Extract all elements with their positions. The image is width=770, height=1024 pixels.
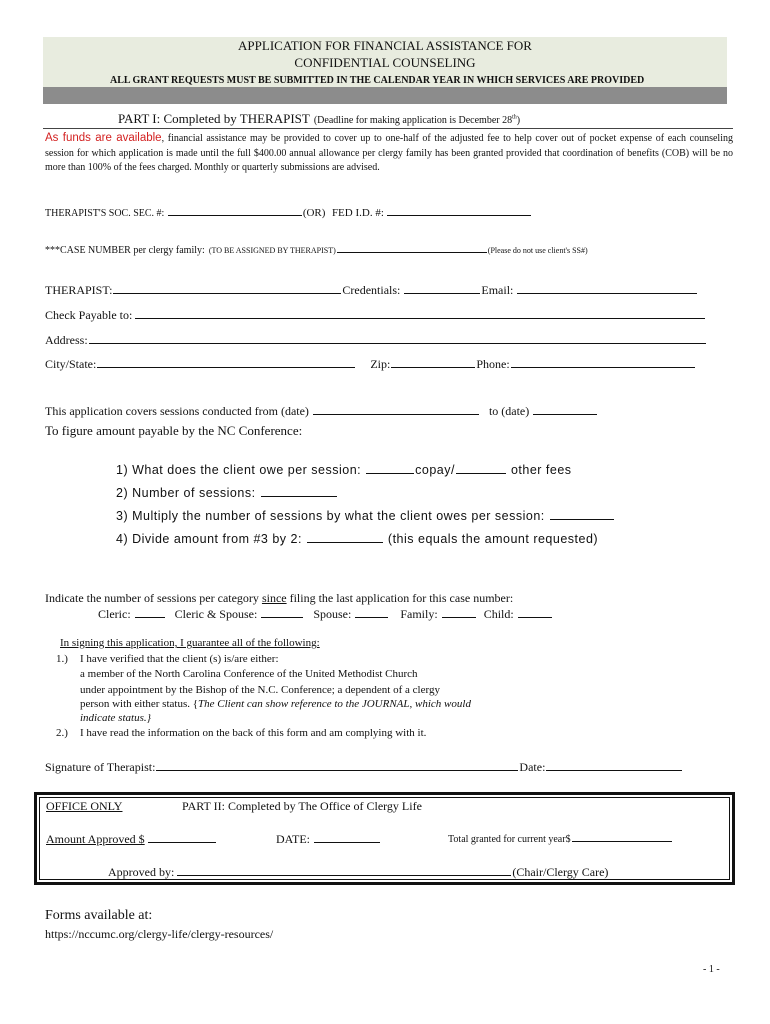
- office-only-label: OFFICE ONLY: [46, 799, 123, 813]
- total-granted-field[interactable]: [572, 840, 672, 842]
- guarantee-item-1-line3: under appointment by the Bishop of the N.C. Conference; a dependent of a clergy: [80, 684, 440, 696]
- approved-by-label: Approved by:: [108, 865, 175, 879]
- fedid-label: FED I.D. #:: [331, 207, 384, 219]
- total-owed-field[interactable]: [550, 518, 614, 520]
- submission-notice: ALL GRANT REQUESTS MUST BE SUBMITTED IN THE CALENDAR YEAR IN WHICH SERVICES ARE PROVIDED: [110, 75, 645, 86]
- part1-heading: PART I: Completed by THERAPIST: [118, 111, 310, 126]
- cleric-field[interactable]: [135, 616, 165, 618]
- category-intro: [45, 591, 513, 606]
- guarantee-heading: In signing this application, I guarantee all of the following:: [60, 637, 320, 649]
- case-number-row: [45, 240, 588, 258]
- forms-available-label: Forms available at:: [45, 908, 153, 923]
- step-1: [116, 463, 572, 477]
- step-4: [116, 532, 598, 546]
- ssn-field[interactable]: [168, 214, 302, 216]
- step-1-copay: copay/: [415, 463, 455, 477]
- spouse-label: Spouse:: [313, 607, 352, 621]
- amount-approved-field[interactable]: [148, 841, 216, 843]
- phone-field[interactable]: [511, 366, 695, 368]
- forms-url-link[interactable]: https://nccumc.org/clergy-life/clergy-resources/: [45, 927, 274, 941]
- case-number-note: (TO BE ASSIGNED BY THERAPIST): [208, 246, 336, 255]
- figure-heading: To figure amount payable by the NC Conference:: [45, 423, 303, 438]
- step-2-text: Number of sessions:: [132, 486, 256, 500]
- therapist-field[interactable]: [113, 292, 341, 294]
- form-title-line2: CONFIDENTIAL COUNSELING: [294, 55, 476, 70]
- therapist-label: THERAPIST:: [45, 283, 113, 297]
- email-label: Email:: [481, 283, 514, 297]
- case-number-warning: (Please do not use client's SS#): [487, 246, 588, 255]
- fedid-field[interactable]: [387, 214, 531, 216]
- to-date-label: to (date): [488, 404, 530, 418]
- number-of-sessions-field[interactable]: [261, 495, 337, 497]
- intro-text: , financial assistance may be provided to cover up to one-half of the adjusted fee to help cover out of pocket expense of each counseling session for which application is made until the full $400.00 annual allowance per clergy family has been granted provided that coordination of benefits (COB) will be no more than 100% of the fees charged. Monthly or quarterly submissions are advised.: [45, 133, 733, 173]
- case-number-label: ***CASE NUMBER per clergy family:: [45, 245, 205, 256]
- step-4-result-note: (this equals the amount requested): [387, 532, 599, 546]
- guarantee-item-1-line1: I have verified that the client (s) is/are either:: [80, 653, 279, 665]
- check-payable-label: Check Payable to:: [45, 308, 133, 322]
- check-payable-field[interactable]: [135, 317, 705, 319]
- credentials-field[interactable]: [404, 292, 480, 294]
- child-label: Child:: [483, 607, 514, 621]
- child-field[interactable]: [518, 616, 552, 618]
- part2-heading: PART II: Completed by The Office of Clergy Life: [182, 799, 422, 813]
- total-granted-label: Total granted for current year$: [448, 834, 571, 845]
- approved-by-row: [108, 865, 608, 880]
- from-date-field[interactable]: [313, 413, 479, 415]
- family-field[interactable]: [442, 616, 476, 618]
- form-title-line1: APPLICATION FOR FINANCIAL ASSISTANCE FOR: [238, 38, 532, 53]
- family-label: Family:: [400, 607, 438, 621]
- office-date-row: [276, 832, 381, 847]
- part1-divider: [43, 128, 733, 129]
- guarantee-item-1-line4-text: person with either status. {: [80, 698, 199, 710]
- step-3-number: 3): [116, 509, 129, 523]
- step-4-number: 4): [116, 532, 129, 546]
- citystate-label: City/State:: [45, 357, 97, 371]
- status-note: indicate status.}: [80, 712, 152, 724]
- intro-paragraph: [45, 131, 733, 176]
- step-3: [116, 509, 615, 523]
- approved-by-field[interactable]: [177, 874, 511, 876]
- email-field[interactable]: [517, 292, 697, 294]
- copay-field[interactable]: [366, 472, 414, 474]
- city-row: [45, 357, 696, 372]
- therapist-row: [45, 283, 698, 298]
- part1-heading-row: [118, 110, 520, 128]
- guarantee-item-2-text: I have read the information on the back of this form and am complying with it.: [80, 727, 427, 739]
- header-divider-bar: [43, 87, 727, 104]
- guarantee-item-1-line4: [80, 698, 471, 710]
- case-number-field[interactable]: [337, 251, 487, 253]
- signature-row: [45, 760, 683, 775]
- guarantee-item-2-number: 2.): [56, 727, 68, 739]
- amount-approved-label: Amount Approved $: [46, 832, 145, 846]
- office-date-label: DATE:: [276, 832, 310, 846]
- session-dates-row: [45, 404, 598, 419]
- category-intro-since: since: [261, 591, 287, 605]
- cleric-label: Cleric:: [98, 607, 131, 621]
- citystate-field[interactable]: [97, 366, 355, 368]
- ssn-label: THERAPIST'S SOC. SEC. #:: [45, 208, 165, 219]
- address-row: [45, 333, 707, 348]
- step-2-number: 2): [116, 486, 129, 500]
- office-date-field[interactable]: [314, 841, 380, 843]
- step-1-other-fees: other fees: [510, 463, 572, 477]
- signature-date-label: Date:: [519, 760, 546, 774]
- step-3-text: Multiply the number of sessions by what the client owes per session:: [132, 509, 545, 523]
- step-1-text: What does the client owe per session:: [132, 463, 362, 477]
- signature-field[interactable]: [156, 769, 518, 771]
- to-date-field[interactable]: [533, 413, 597, 415]
- total-granted-row: [448, 834, 673, 845]
- category-row: [98, 607, 553, 622]
- signature-date-field[interactable]: [546, 769, 682, 771]
- page-number: - 1 -: [703, 964, 720, 975]
- step-1-number: 1): [116, 463, 129, 477]
- category-intro-text: Indicate the number of sessions per category: [45, 591, 259, 605]
- step-4-text: Divide amount from #3 by 2:: [132, 532, 302, 546]
- deadline-note: (Deadline for making application is December 28th): [313, 114, 521, 126]
- category-intro-suffix: filing the last application for this case number:: [289, 591, 514, 605]
- amount-approved-row: [46, 832, 217, 847]
- chair-clergy-care-label: (Chair/Clergy Care): [512, 865, 609, 879]
- step-2: [116, 486, 338, 500]
- intro-funds-available: As funds are available: [45, 132, 162, 144]
- or-label: (OR): [302, 207, 326, 219]
- covers-label: This application covers sessions conducted from (date): [45, 404, 309, 418]
- amount-requested-field[interactable]: [307, 541, 383, 543]
- guarantee-item-1-number: 1.): [56, 653, 68, 665]
- address-field[interactable]: [89, 342, 706, 344]
- zip-field[interactable]: [391, 366, 475, 368]
- cleric-spouse-label: Cleric & Spouse:: [174, 607, 258, 621]
- credentials-label: Credentials:: [342, 283, 401, 297]
- address-label: Address:: [45, 333, 88, 347]
- spouse-field[interactable]: [355, 616, 388, 618]
- journal-reference-note: The Client can show reference to the JOURNAL, which would: [198, 698, 471, 710]
- ssn-row: [45, 207, 532, 219]
- check-payable-row: [45, 308, 706, 323]
- cleric-spouse-field[interactable]: [261, 616, 303, 618]
- phone-label: Phone:: [476, 357, 510, 371]
- zip-label: Zip:: [370, 357, 391, 371]
- signature-label: Signature of Therapist:: [45, 760, 156, 774]
- other-fees-field[interactable]: [456, 472, 506, 474]
- guarantee-item-1-line5: [80, 712, 151, 724]
- guarantee-item-1-line2: a member of the North Carolina Conference of the United Methodist Church: [80, 668, 418, 680]
